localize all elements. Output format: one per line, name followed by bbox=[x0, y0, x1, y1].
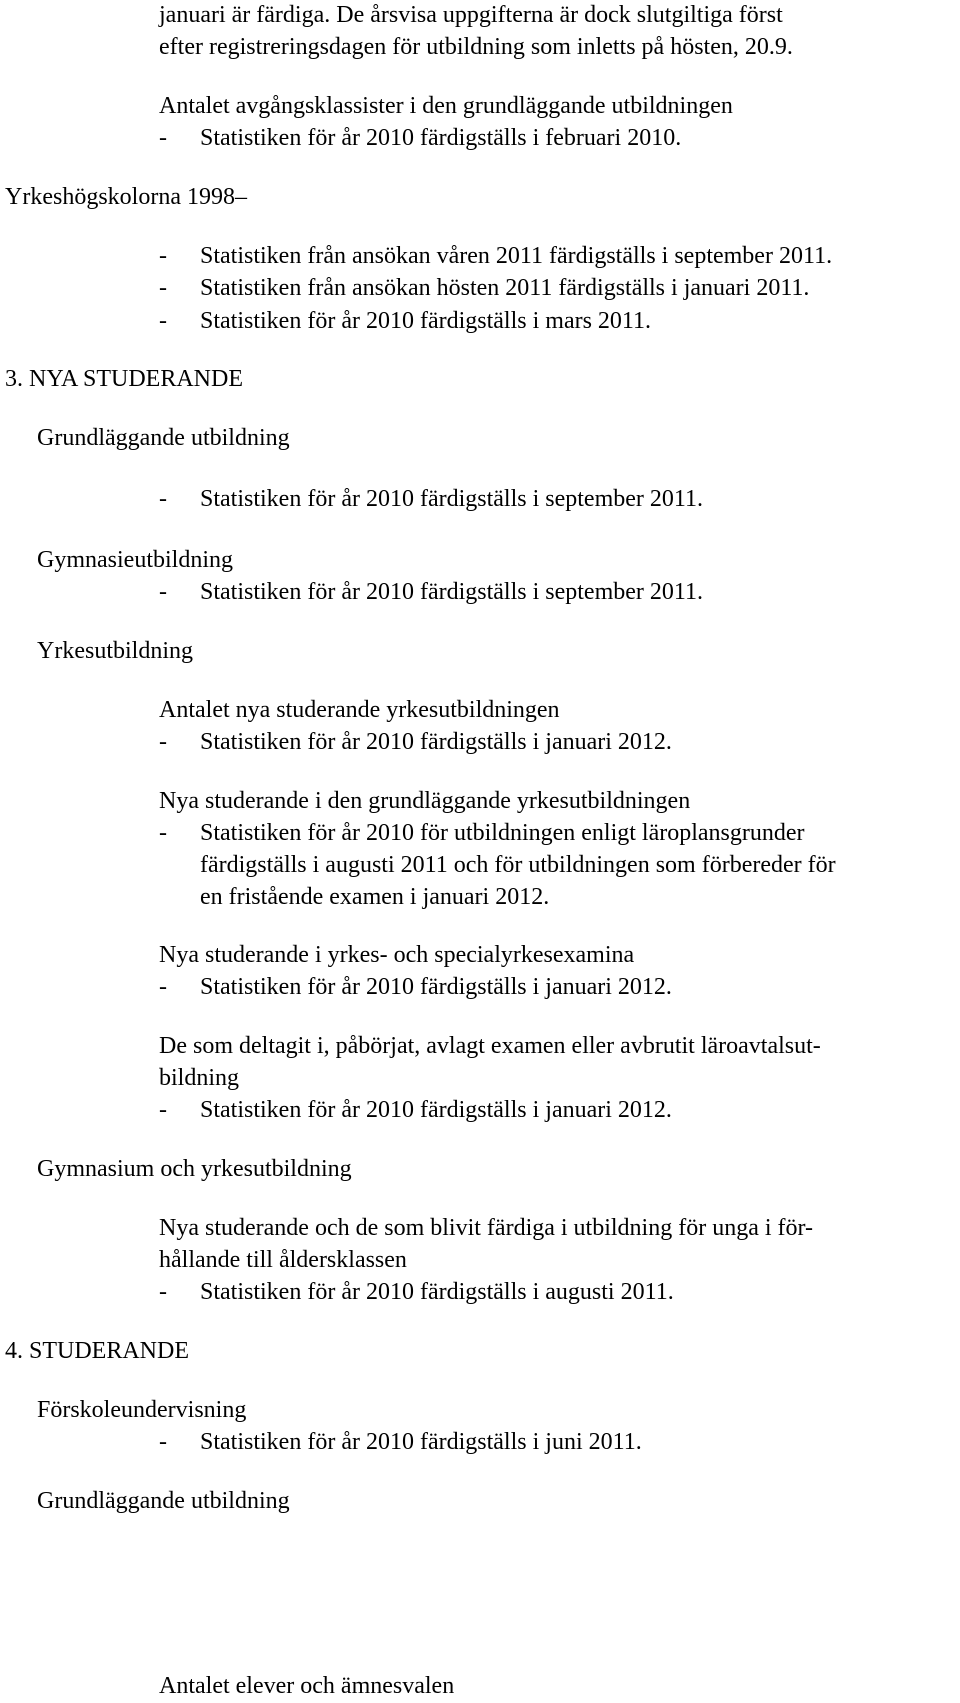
bullet-dash: - bbox=[159, 308, 167, 334]
list-item bbox=[159, 482, 703, 516]
bullet-dash: - bbox=[159, 243, 167, 269]
list-item-text: Statistiken från ansökan våren 2011 färdigställs i september 2011. bbox=[200, 243, 833, 269]
list-item bbox=[159, 575, 703, 609]
list-item bbox=[159, 271, 809, 305]
bullet-dash: - bbox=[159, 974, 167, 1000]
list-item-text: Statistiken för år 2010 färdigställs i september 2011. bbox=[200, 486, 704, 512]
list-item-text: Statistiken för år 2010 färdigställs i mars 2011. bbox=[200, 308, 652, 334]
paragraph-heading: Antalet elever och ämnesvalen bbox=[159, 1673, 455, 1699]
paragraph-heading: hållande till åldersklassen bbox=[159, 1247, 407, 1273]
list-item bbox=[159, 1425, 642, 1459]
chapter-heading: 4. STUDERANDE bbox=[5, 1338, 189, 1364]
section-heading: Förskoleundervisning bbox=[37, 1397, 247, 1423]
list-item-text: Statistiken för år 2010 färdigställs i februari 2010. bbox=[200, 125, 682, 151]
paragraph-heading: Nya studerande i den grundläggande yrkesutbildningen bbox=[159, 788, 691, 814]
bullet-dash: - bbox=[159, 1097, 167, 1123]
list-item-text: Statistiken för år 2010 färdigställs i juni 2011. bbox=[200, 1429, 642, 1455]
list-item bbox=[159, 725, 672, 759]
section-heading: Grundläggande utbildning bbox=[37, 1488, 290, 1514]
body-text: januari är färdiga. De årsvisa uppgifterna är dock slutgiltiga först bbox=[159, 2, 783, 28]
list-item-text: Statistiken för år 2010 färdigställs i januari 2012. bbox=[200, 729, 672, 755]
paragraph-heading: De som deltagit i, påbörjat, avlagt examen eller avbrutit läroavtalsut- bbox=[159, 1033, 821, 1059]
section-heading: Grundläggande utbildning bbox=[37, 425, 290, 451]
list-item bbox=[159, 239, 832, 273]
bullet-dash: - bbox=[159, 820, 167, 846]
list-item bbox=[159, 816, 805, 850]
list-item-text: Statistiken för år 2010 färdigställs i september 2011. bbox=[200, 579, 704, 605]
list-item bbox=[159, 1093, 672, 1127]
bullet-dash: - bbox=[159, 579, 167, 605]
list-item-text: Statistiken för år 2010 färdigställs i augusti 2011. bbox=[200, 1279, 674, 1305]
paragraph-heading: Antalet avgångsklassister i den grundläggande utbildningen bbox=[159, 93, 733, 119]
section-subheading: Yrkeshögskolorna 1998– bbox=[5, 184, 247, 210]
section-heading: Gymnasieutbildning bbox=[37, 547, 233, 573]
bullet-dash: - bbox=[159, 125, 167, 151]
bullet-dash: - bbox=[159, 729, 167, 755]
list-item-continuation: en fristående examen i januari 2012. bbox=[200, 884, 550, 910]
list-item-text: Statistiken för år 2010 färdigställs i januari 2012. bbox=[200, 1097, 672, 1123]
bullet-dash: - bbox=[159, 1279, 167, 1305]
section-heading: Yrkesutbildning bbox=[37, 638, 193, 664]
bullet-dash: - bbox=[159, 275, 167, 301]
bullet-dash: - bbox=[159, 1429, 167, 1455]
list-item-text: Statistiken från ansökan hösten 2011 färdigställs i januari 2011. bbox=[200, 275, 810, 301]
chapter-heading: 3. NYA STUDERANDE bbox=[5, 366, 244, 392]
paragraph-heading: bildning bbox=[159, 1065, 240, 1091]
list-item bbox=[159, 970, 672, 1004]
paragraph-heading: Antalet nya studerande yrkesutbildningen bbox=[159, 697, 560, 723]
list-item-continuation: färdigställs i augusti 2011 och för utbildningen som förbereder för bbox=[200, 852, 836, 878]
list-item bbox=[159, 121, 681, 155]
paragraph-heading: Nya studerande och de som blivit färdiga i utbildning för unga i för- bbox=[159, 1215, 814, 1241]
section-heading: Gymnasium och yrkesutbildning bbox=[37, 1156, 352, 1182]
list-item-text: Statistiken för år 2010 färdigställs i januari 2012. bbox=[200, 974, 672, 1000]
bullet-dash: - bbox=[159, 486, 167, 512]
body-text: efter registreringsdagen för utbildning som inletts på hösten, 20.9. bbox=[159, 34, 793, 60]
list-item-text: Statistiken för år 2010 för utbildningen enligt läroplansgrunder bbox=[200, 820, 805, 846]
paragraph-heading: Nya studerande i yrkes- och specialyrkesexamina bbox=[159, 942, 635, 968]
list-item bbox=[159, 1275, 674, 1309]
list-item bbox=[159, 304, 651, 338]
